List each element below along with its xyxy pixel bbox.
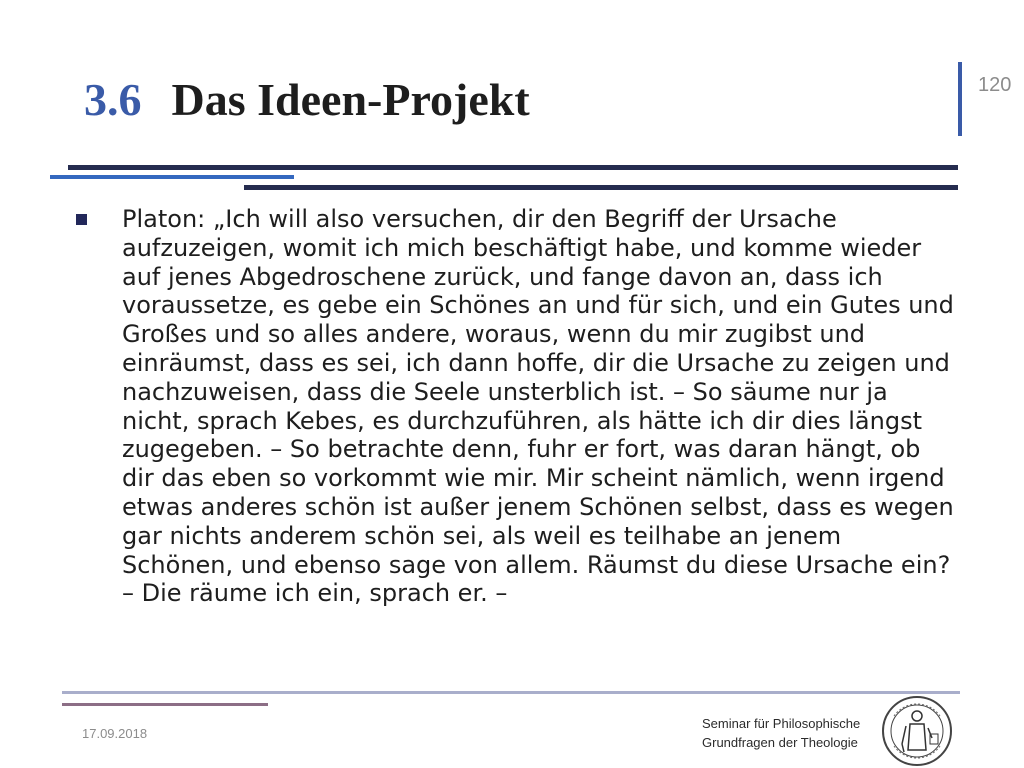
header-divider-top (68, 165, 958, 170)
footer-divider-accent (62, 703, 268, 706)
slide-title (84, 70, 530, 130)
section-number: 3.6 (84, 74, 142, 125)
seminar-line-2: Grundfragen der Theologie (702, 735, 858, 750)
seminar-line-1: Seminar für Philosophische (702, 716, 861, 731)
content-area (76, 205, 956, 608)
footer-seminar (702, 714, 860, 752)
bullet-text: Platon: „Ich will also versuchen, dir den Begriff der Ursache aufzuzeigen, womit ich mich beschäftigt habe, und komme wieder auf jenes Abgedroschene zurück, und fange davon an, dass ich voraussetze, es gebe ein Schönes an und für sich, und ein Gutes und Großes und so alles andere, woraus, wenn du mir zugibst und einräumst, dass es sei, ich dann hoffe, dir die Ursache zu zeigen und nachzuweisen, dass die Seele unsterblich ist. – So säume nur ja nicht, sprach Kebes, es durchzuführen, als hätte ich dir dies längst zugegeben. – So betrachte denn, fuhr er fort, was daran hängt, ob dir das eben so vorkommt wie mir. Mir scheint nämlich, wenn irgend etwas anderes schön ist außer jenem Schönen selbst, dass es wegen gar nichts anderem schön sei, als weil es teilhabe an jenem Schönen, und ebenso sage von allem. Räumst du diese Ursache ein? – Die räume ich ein, sprach er. – (122, 205, 954, 608)
header-divider-bottom (244, 185, 958, 190)
vertical-accent-bar (958, 62, 962, 136)
title-text: Das Ideen-Projekt (171, 74, 530, 125)
footer-date: 17.09.2018 (82, 726, 148, 741)
header-divider-accent (50, 175, 294, 179)
square-bullet-icon (76, 214, 87, 225)
footer-divider (62, 691, 960, 694)
page-number: 120 (978, 74, 1012, 96)
university-seal-icon (880, 694, 954, 768)
